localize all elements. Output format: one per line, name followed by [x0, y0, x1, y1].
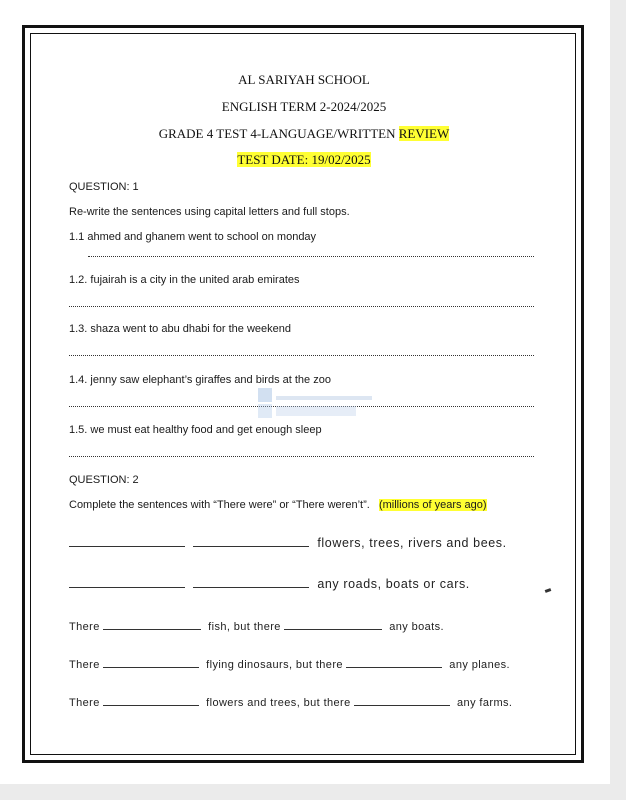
q1-item-4: 1.4. jenny saw elephant’s giraffes and birds at the zoo — [69, 374, 331, 386]
q2-s5-blank-2[interactable] — [354, 694, 450, 706]
q1-answer-line-3[interactable] — [69, 355, 534, 356]
q1-item-1: 1.1 ahmed and ghanem went to school on monday — [69, 231, 317, 243]
q2-s2-blank-2[interactable] — [193, 576, 309, 588]
q2-s5-w2: flowers and trees, but there — [206, 697, 351, 709]
q2-s4-blank-2[interactable] — [346, 656, 442, 668]
question-1-instruction: Re-write the sentences using capital letters and full stops. — [69, 206, 350, 218]
q2-s5-blank-1[interactable] — [103, 694, 199, 706]
q2-s4-w1: There — [69, 659, 100, 671]
q1-item-3: 1.3. shaza went to abu dhabi for the weekend — [69, 323, 291, 335]
question-2-title: QUESTION: 2 — [69, 474, 139, 486]
q2-s4-w2: flying dinosaurs, but there — [206, 659, 343, 671]
q2-s4-w3: any planes. — [449, 659, 510, 671]
q2-s5-w1: There — [69, 697, 100, 709]
test-title-highlight: REVIEW — [398, 126, 450, 141]
q2-s3-blank-1[interactable] — [103, 618, 201, 630]
q2-s1-blank-1[interactable] — [69, 535, 185, 547]
q2-s4-blank-1[interactable] — [103, 656, 199, 668]
q2-s2-text: any roads, boats or cars. — [317, 577, 470, 591]
q2-sentence-1 — [69, 535, 507, 551]
question-1-title: QUESTION: 1 — [69, 181, 139, 193]
question-2-instruction — [69, 498, 487, 512]
test-title — [30, 126, 578, 142]
test-date-text: TEST DATE: 19/02/2025 — [237, 152, 371, 167]
q1-item-5: 1.5. we must eat healthy food and get enough sleep — [69, 424, 322, 436]
school-name: AL SARIYAH SCHOOL — [238, 72, 370, 87]
q2-s5-w3: any farms. — [457, 697, 513, 709]
q2-sentence-2 — [69, 576, 470, 592]
q2-s3-blank-2[interactable] — [284, 618, 382, 630]
q1-item-2: 1.2. fujairah is a city in the united arab emirates — [69, 274, 300, 286]
test-title-main: GRADE 4 TEST 4-LANGUAGE/WRITTEN — [158, 126, 399, 141]
test-date — [30, 152, 578, 168]
q2-s1-blank-2[interactable] — [193, 535, 309, 547]
q2-s1-text: flowers, trees, rivers and bees. — [317, 536, 507, 550]
q2-sentence-4 — [69, 656, 510, 673]
q2-s3-w1: There — [69, 621, 100, 633]
q2-sentence-3 — [69, 618, 444, 635]
q2-sentence-5 — [69, 694, 512, 711]
term-title: ENGLISH TERM 2-2024/2025 — [221, 99, 387, 114]
q2-s3-w3: any boats. — [389, 621, 444, 633]
q2-s3-w2: fish, but there — [208, 621, 281, 633]
question-2-hint: (millions of years ago) — [378, 499, 487, 511]
watermark-logo-icon — [258, 380, 376, 426]
q1-answer-line-2[interactable] — [69, 306, 534, 307]
question-2-instruction-text: Complete the sentences with “There were” or “There weren’t”. — [69, 499, 370, 511]
q2-s2-blank-1[interactable] — [69, 576, 185, 588]
q1-answer-line-1[interactable] — [88, 256, 534, 257]
q1-answer-line-5[interactable] — [69, 456, 534, 457]
